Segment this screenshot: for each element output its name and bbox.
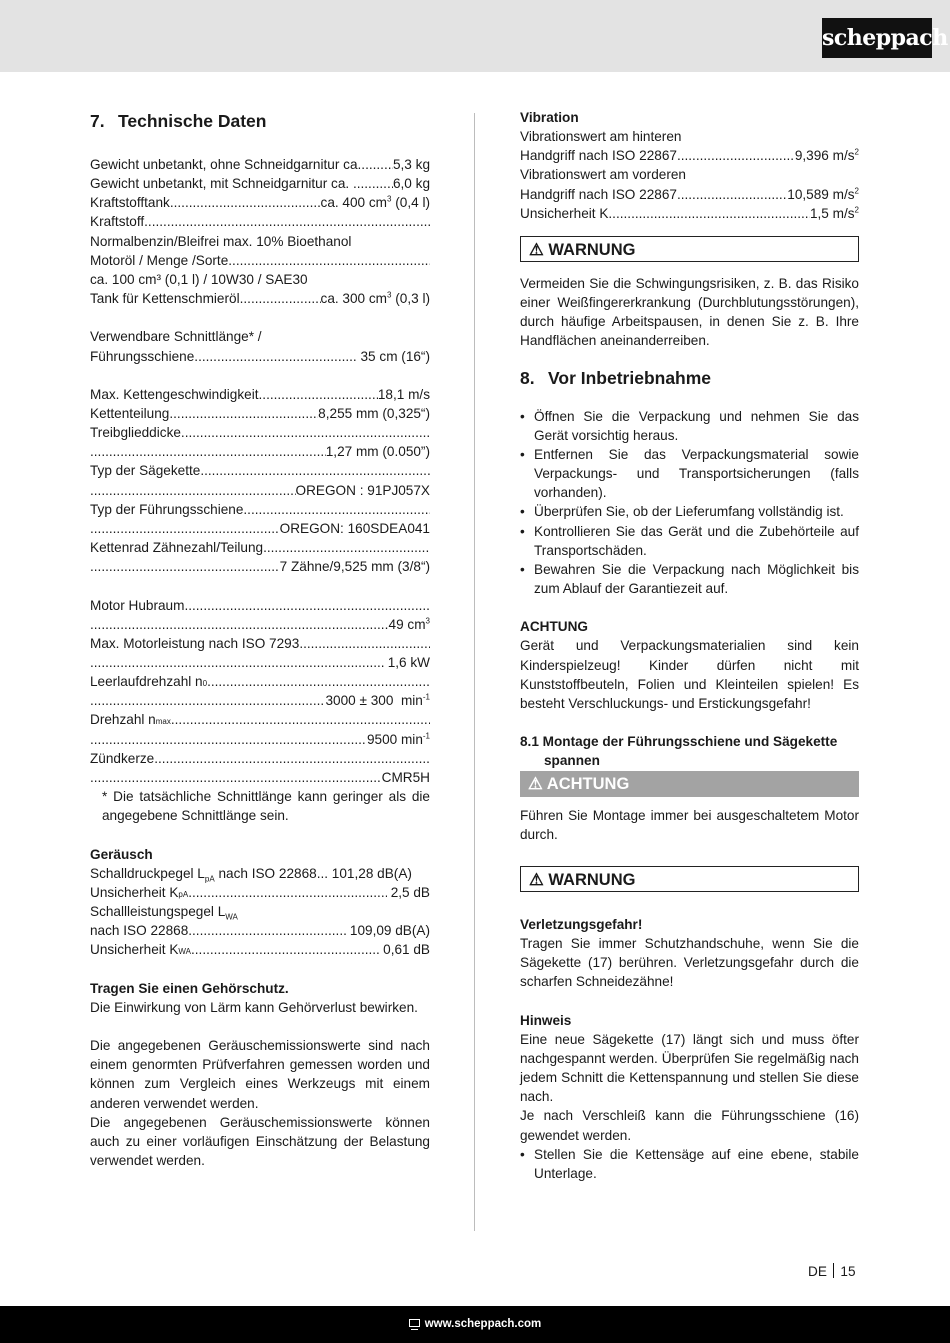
warning-triangle-icon: ⚠ [529,870,544,889]
spec-fuel: Kraftstoff ..... [90,212,430,231]
spec-chain-pitch: Kettenteilung. ..... 8,255 mm (0,325“) [90,404,430,423]
spec-spark-plug: Zündkerze ..... [90,749,430,768]
warning-box-injury: ⚠ WARNUNG [520,866,859,892]
spec-chain-oil-tank: Tank für Kettenschmieröl ..... ca. 300 $cm^3$ (0,3 l) [90,289,430,308]
spec-spark-plug-value: ..... CMR5H [90,768,430,787]
vibration-front-value: Handgriff nach ISO 22867 ..... 10,589 $m/s^2$ [520,185,859,204]
spec-fuel-tank: Kraftstofftank ..... ca. 400 $cm^3$ (0,4 l) [90,193,430,212]
achtung-box: ⚠ ACHTUNG [520,771,859,797]
spec-max-speed-value: ..... 9500 $\min^{-1}$ [90,730,430,749]
column-divider [474,113,475,1231]
scheppach-logo: scheppach [822,18,932,58]
spec-cut-length: Verwendbare Schnittlänge* / [90,329,262,345]
list-item: • Bewahren Sie die Verpackung nach Möglichkeit bis zum Ablauf der Garantiezeit auf. [520,560,859,598]
noise-paragraph-1: Die angegebenen Geräuschemissionswerte sind nach einem genormten Prüfverfahren gemessen worden und können zum Vergleich eines Werkzeugs mit einem anderen verwendet werden. [90,1038,430,1111]
spec-displacement-value: ..... 49 $cm^3$ [90,615,430,634]
spec-weight-with: Gewicht unbetankt, mit Schneidgarnitur ca. ..... 6,0 kg [90,174,430,193]
spec-bar-type-value: ..... OREGON: 160SDEA041 [90,519,430,538]
spec-sprocket-value: ..... 7 Zähne/9,525 mm (3/8“) [90,557,430,576]
injury-title: Verletzungsgefahr! [520,916,643,932]
spec-weight-without: Gewicht unbetankt, ohne Schneidgarnitur ca. ..... 5,3 kg [90,155,430,174]
spec-fuel-value: Normalbenzin/Bleifrei max. 10% Bioethanol [90,233,352,249]
spec-chain-speed: Max. Kettengeschwindigkeit ..... 18,1 m/s [90,385,430,404]
achtung-title: ACHTUNG [520,619,588,635]
warning-triangle-icon: ⚠ [529,240,544,259]
section-heading-8: 8. Vor Inbetriebnahme [520,367,712,388]
vibration-uncertainty: Unsicherheit K ..... 1,5 $m/s^2$ [520,204,859,223]
monitor-icon [409,1319,420,1327]
list-item: • Entfernen Sie das Verpackungsmaterial sowie Verpackungs- und Transportsicherungen (falls vorhanden). [520,445,859,502]
spec-max-speed: Drehzahl n max ..... [90,710,430,729]
subsection-8-1-title: 8.1 Montage der Führungsschiene und Sägekette spannen [520,734,838,769]
spec-engine-oil: Motoröl / Menge /Sorte ..... [90,251,430,270]
vibration-warning-text: Vermeiden Sie die Schwingungsrisiken, z. B. das Risiko einer Weißfingererkrankung (Durchblutungsstörungen), durch häufige Arbeitspausen, in denen Sie z. B. Ihre Handflächen aneinanderreiben. [520,275,859,349]
list-item: • Öffnen Sie die Verpackung und nehmen Sie das Gerät vorsichtig heraus. [520,407,859,445]
footer-url[interactable]: www.scheppach.com [424,1318,542,1330]
noise-pressure: Schalldruckpegel $L_{pA}$ nach ISO 22868... 101,28 dB(A) [90,865,412,884]
noise-power-value: nach ISO 22868 ..... 109,09 dB(A) [90,921,430,940]
noise-power: Schallleistungspegel $L_{WA}$ [90,904,238,922]
noise-uncertainty-wa: Unsicherheit K WA ..... 0,61 dB [90,940,430,959]
list-item: • Überprüfen Sie, ob der Lieferumfang vollständig ist. [520,502,859,521]
list-item: • Kontrollieren Sie das Gerät und die Zubehörteile auf Transportschäden. [520,522,859,560]
spec-drive-link-value: ..... 1,27 mm (0.050”) [90,442,430,461]
vibration-rear-label: Vibrationswert am hinteren [520,129,682,145]
noise-uncertainty-pa: Unsicherheit K pA ..... 2,5 dB [90,883,430,902]
spec-chain-type-value: ..... OREGON : 91PJ057X [90,481,430,500]
hearing-protection-text: Die Einwirkung von Lärm kann Gehörverlust bewirken. [90,999,418,1015]
vibration-rear-value: Handgriff nach ISO 22867 ..... 9,396 $m/s^2$ [520,146,859,165]
spec-drive-link: Treibglieddicke ..... [90,423,430,442]
warning-box-vibration: ⚠ WARNUNG [520,236,859,262]
footnote: * Die tatsächliche Schnittlänge kann geringer als die angegebene Schnittlänge sein. [102,789,430,824]
spec-guide-bar: Führungsschiene ..... 35 cm (16“) [90,347,430,366]
achtung-box-text: Führen Sie Montage immer bei ausgeschaltetem Motor durch. [520,807,859,842]
achtung-text: Gerät und Verpackungsmaterialien sind kein Kinderspielzeug! Kinder dürfen nicht mit Kunststoffbeuteln, Folien und Kleinteilen spielen! Es besteht Verschluckungs- und Erstickungsgefahr! [520,638,859,711]
spec-displacement: Motor Hubraum ..... [90,596,430,615]
spec-chain-type: Typ der Sägekette ..... [90,461,430,480]
note-title: Hinweis [520,1012,572,1028]
spec-power: Max. Motorleistung nach ISO 7293 ..... [90,634,430,653]
hearing-protection-title: Tragen Sie einen Gehörschutz. [90,980,289,996]
note-text-2: Je nach Verschleiß kann die Führungsschiene (16) gewendet werden. [520,1108,859,1143]
page-number: DE 15 [808,1264,856,1279]
page-footer [0,1306,950,1343]
spec-engine-oil-value: ca. 100 cm³ (0,1 l) / 10W30 / SAE30 [90,271,308,287]
page-header [0,0,950,72]
spec-idle-speed: Leerlaufdrehzahl n 0 ..... [90,672,430,691]
right-column [520,108,859,1183]
spec-power-value: ..... 1,6 kW [90,653,430,672]
injury-text: Tragen Sie immer Schutzhandschuhe, wenn Sie die Sägekette (17) berühren. Verletzungsgefahr durch die scharfen Schneidezähne! [520,935,859,990]
prep-bullet-list [520,407,859,599]
list-item: • Stellen Sie die Kettensäge auf eine ebene, stabile Unterlage. [520,1145,859,1183]
section-heading-7: 7. Technische Daten [90,111,267,131]
note-text-1: Eine neue Sägekette (17) längt sich und muss öfter nachgespannt werden. Überprüfen Sie regelmäßig nach jedem Schnitt die Kettenspannung und stellen Sie diese nach. [520,1031,859,1105]
noise-title: Geräusch [90,846,153,862]
spec-sprocket: Kettenrad Zähnezahl/Teilung ..... [90,538,430,557]
left-column [90,108,430,1170]
noise-paragraph-2: Die angegebenen Geräuschemissionswerte können auch zu einer vorläufigen Einschätzung der Belastung verwendet werden. [90,1114,430,1169]
spec-idle-speed-value: ..... 3000 ± 300 $\min^{-1}$ [90,691,430,710]
warning-triangle-icon: ⚠ [528,774,543,793]
vibration-front-label: Vibrationswert am vorderen [520,167,686,183]
spec-bar-type: Typ der Führungsschiene ..... [90,500,430,519]
vibration-title: Vibration [520,110,579,125]
